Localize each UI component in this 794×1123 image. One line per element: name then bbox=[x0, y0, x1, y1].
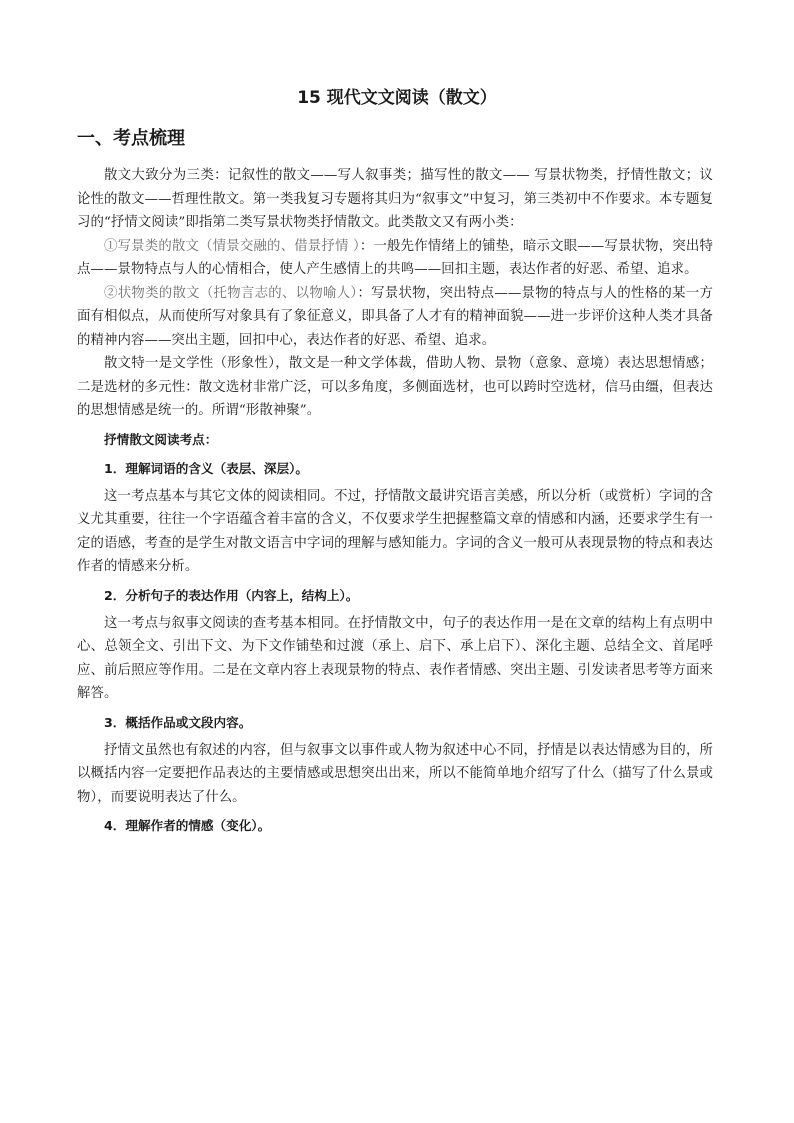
intro-paragraph-4: 散文特一是文学性（形象性），散文是一种文学体裁，借助人物、景物（意象、意境）表达思想情感；二是选材的多元性：散文选材非常广泛，可以多角度，多侧面选材，也可以跨时空选材，信马由缰，但表达的思想情感是统一的。所谓“形散神聚”。 bbox=[77, 356, 713, 418]
section-heading: 一、考点梳理 bbox=[77, 128, 185, 149]
point-2-text: 这一考点与叙事文阅读的查考基本相同。在抒情散文中，句子的表达作用一是在文章的结构上有点明中心、总领全文、引出下文、为下文作铺垫和过渡（承上、启下、承上启下）、深化主题、总结全文、首尾呼应、前后照应等作用。二是在文章内容上表现景物的特点、表作者情感、突出主题、引发读者思考等方面来解答。 bbox=[77, 615, 713, 701]
intro-paragraph-3 bbox=[77, 282, 713, 353]
document-title: 15 现代文文阅读（散文） bbox=[297, 88, 497, 108]
point-1-text: 这一考点基本与其它文体的阅读相同。不过，抒情散文最讲究语言美感，所以分析（或赏析）字词的含义尤其重要，往往一个字语蕴含着丰富的含义，不仅要求学生把握整篇文章的情感和内涵，还要求学生有一定的语感，考查的是学生对散文语言中字词的理解与感知能力。字词的含义一般可从表现景物的特点和表达作者的情感来分析。 bbox=[77, 488, 713, 574]
point-2-heading: 2．分析句子的表达作用（内容上，结构上）。 bbox=[104, 587, 359, 603]
document-body bbox=[77, 164, 713, 842]
object-type-text: ：写景状物，突出特点——景物的特点与人的性格的某一方面有相似点，从而使所写对象具有了象征意义，即具备了人才有的精神面貌——进一步评价这种人类才具备的精神内容——突出主题，回扣中心，表达作者的好恶、希望、追求。 bbox=[77, 285, 713, 348]
intro-paragraph-2 bbox=[77, 235, 713, 282]
point-3-heading: 3．概括作品或文段内容。 bbox=[104, 714, 252, 730]
scenery-type-text: ：一般先作情绪上的铺垫，暗示文眼——写景状物，突出特点——景物特点与人的心情相合，使人产生感情上的共鸣——回扣主题，表达作者的好恶、希望、追求。 bbox=[77, 238, 713, 277]
object-type-label: ②状物类的散文（托物言志的、以物喻人） bbox=[104, 285, 358, 301]
points-heading: 抒情散文阅读考点： bbox=[104, 431, 218, 447]
intro-paragraph-1: 散文大致分为三类：记叙性的散文——写人叙事类；描写性的散文—— 写景状物类，抒情性散文；议论性的散文——哲理性散文。第一类我复习专题将其归为“叙事文”中复习，第三类初中不作要求。本专题复习的“抒情文阅读”即指第二类写景状物类抒情散文。此类散文又有两小类： bbox=[77, 168, 713, 230]
point-4-heading: 4．理解作者的情感（变化）。 bbox=[104, 818, 271, 833]
scenery-type-label: ①写景类的散文（情景交融的、借景抒情 ） bbox=[104, 238, 360, 254]
point-1-heading: 1．理解词语的含义（表层、深层）。 bbox=[104, 460, 308, 476]
point-3-text: 抒情文虽然也有叙述的内容，但与叙事文以事件或人物为叙述中心不同，抒情是以表达情感为目的，所以概括内容一定要把作品表达的主要情感或思想突出出来，所以不能简单地介绍写了什么（描写了什么景或物），而要说明表达了什么。 bbox=[77, 742, 713, 805]
